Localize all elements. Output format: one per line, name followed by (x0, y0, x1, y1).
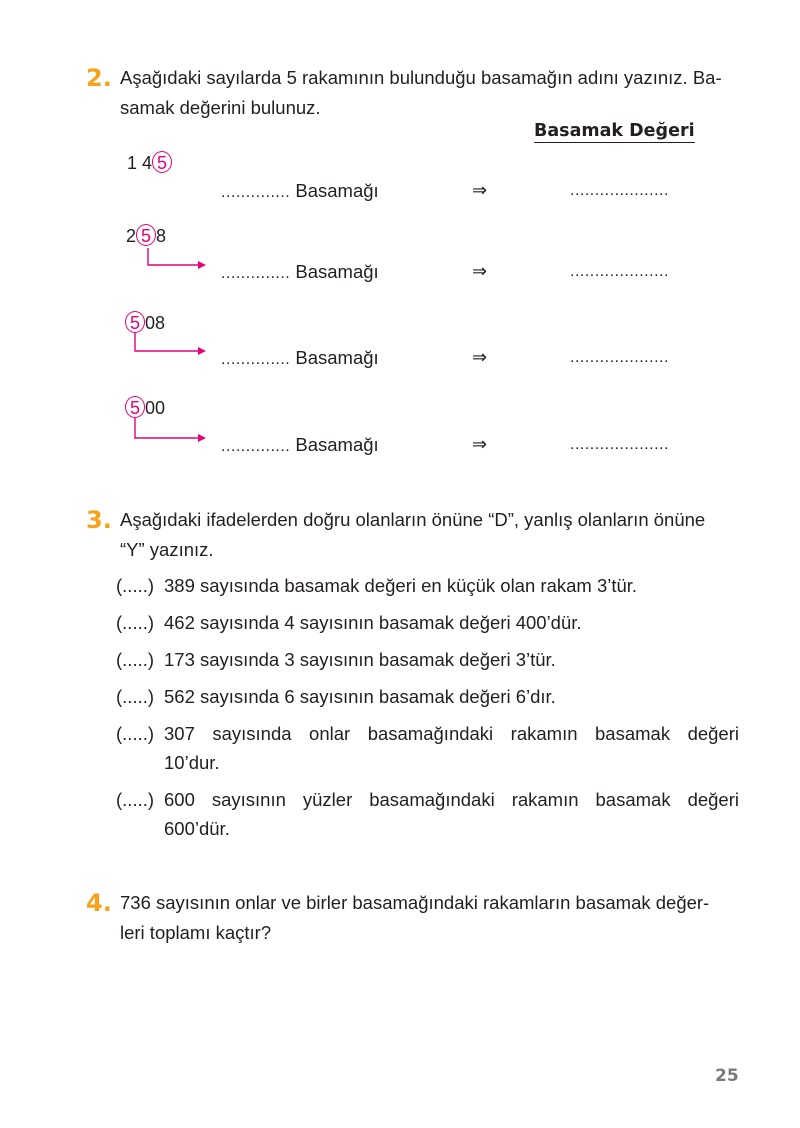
statement-5-continuation: 10’dur. (164, 752, 220, 773)
circled-digit-5: 5 (136, 224, 156, 246)
statement-6 (116, 786, 739, 814)
implies-arrow: ⇒ (472, 180, 488, 200)
question-2-text-line2: samak değerini bulunuz. (120, 97, 321, 118)
arrow-row3 (135, 333, 200, 351)
question-4-number: 4. (86, 889, 112, 917)
answer-paren[interactable]: (.....) (116, 575, 155, 596)
basamagi-label: Basamağı (295, 347, 379, 368)
number-508 (125, 311, 165, 334)
question-3-text-line1: Aşağıdaki ifadelerden doğru olanların önüne “D”, yanlış olanların önüne (120, 509, 706, 530)
digits-before: 1 4 (127, 153, 153, 173)
circled-digit-5: 5 (125, 311, 145, 333)
row-3-basamak (221, 347, 379, 369)
digits-after: 00 (145, 398, 166, 418)
row-2-basamak (221, 261, 379, 283)
answer-paren[interactable]: (.....) (116, 789, 155, 810)
answer-paren[interactable]: (.....) (116, 612, 155, 633)
answer-paren[interactable]: (.....) (116, 723, 155, 744)
statement-text: 562 sayısında 6 sayısının basamak değeri 6’dır. (164, 686, 556, 707)
question-4-text-line2: leri toplamı kaçtır? (120, 922, 272, 943)
number-258 (126, 224, 166, 247)
question-2-text-line1: Aşağıdaki sayılarda 5 rakamının bulunduğu basamağın adını yazınız. Ba- (120, 67, 722, 88)
statement-text: 307 sayısında onlar basamağındaki rakamın basamak değeri (164, 723, 739, 744)
implies-arrow: ⇒ (472, 434, 488, 454)
statement-text: 600 sayısının yüzler basamağındaki rakamın basamak değeri (164, 789, 739, 810)
statement-1 (116, 572, 637, 600)
value-answer-blank[interactable]: .................... (570, 182, 669, 199)
question-2-number: 2. (86, 64, 112, 92)
digit-place-blank[interactable]: .............. (221, 265, 291, 282)
statement-4 (116, 683, 556, 711)
statement-2 (116, 609, 582, 637)
page-number: 25 (715, 1066, 739, 1086)
digits-after: 8 (156, 226, 167, 246)
statement-3 (116, 646, 556, 674)
question-3-number: 3. (86, 506, 112, 534)
basamagi-label: Basamağı (295, 180, 379, 201)
arrow-row2 (148, 248, 200, 265)
answer-paren[interactable]: (.....) (116, 686, 155, 707)
question-4-text-line1: 736 sayısının onlar ve birler basamağındaki rakamların basamak değer- (120, 892, 710, 913)
value-answer-blank[interactable]: .................... (570, 349, 669, 366)
statement-5 (116, 720, 739, 748)
implies-arrow: ⇒ (472, 347, 488, 367)
digit-place-blank[interactable]: .............. (221, 438, 291, 455)
question-3-text-line2: “Y” yazınız. (120, 539, 214, 560)
arrow-row4 (135, 418, 200, 438)
circled-digit-5: 5 (152, 151, 172, 173)
digits-before: 2 (126, 226, 137, 246)
answer-paren[interactable]: (.....) (116, 649, 155, 670)
statement-text: 173 sayısında 3 sayısının basamak değeri 3’tür. (164, 649, 556, 670)
statement-text: 462 sayısında 4 sayısının basamak değeri 400’dür. (164, 612, 582, 633)
digit-place-blank[interactable]: .............. (221, 351, 291, 368)
circled-digit-5: 5 (125, 396, 145, 418)
basamak-degeri-header: Basamak Değeri (534, 121, 695, 141)
implies-arrow: ⇒ (472, 261, 488, 281)
digits-after: 08 (145, 313, 166, 333)
digit-place-blank[interactable]: .............. (221, 184, 291, 201)
number-500 (125, 396, 165, 419)
statement-text: 389 sayısında basamak değeri en küçük olan rakam 3’tür. (164, 575, 638, 596)
value-answer-blank[interactable]: .................... (570, 263, 669, 280)
basamagi-label: Basamağı (295, 261, 379, 282)
row-4-basamak (221, 434, 379, 456)
row-1-basamak (221, 180, 379, 202)
statement-6-continuation: 600’dür. (164, 818, 230, 839)
number-145 (127, 151, 172, 174)
value-answer-blank[interactable]: .................... (570, 436, 669, 453)
basamagi-label: Basamağı (295, 434, 379, 455)
